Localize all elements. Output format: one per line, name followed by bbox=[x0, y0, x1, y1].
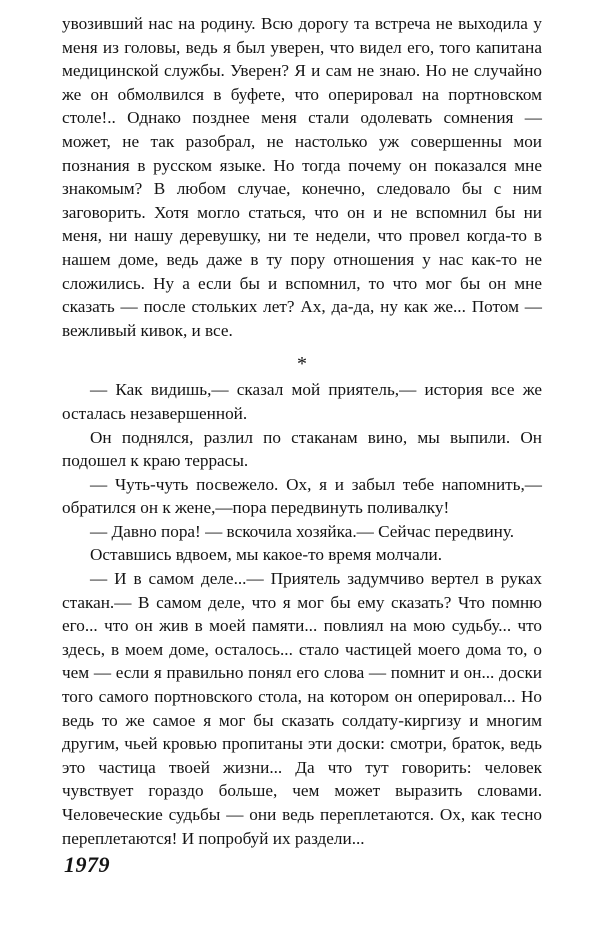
dialogue-paragraph: — Давно пора! — вскочила хозяйка.— Сейчас передвину. bbox=[90, 521, 515, 541]
section-separator: * bbox=[297, 353, 307, 376]
year-signature: 1979 bbox=[64, 852, 110, 877]
narration-paragraph: Оставшись вдвоем, мы какое-то время молчали. bbox=[90, 545, 443, 565]
narration-paragraph: Он поднялся, разлил по стаканам вино, мы выпили. Он подошел к краю террасы. bbox=[62, 427, 542, 471]
closing-paragraph: — И в самом деле...— Приятель задумчиво вертел в руках стакан.— В самом деле, что я мог бы ему сказать? Что помню его... что он жив в моей памяти... повлиял на мою судьбу... что здесь, в моем доме, осталось... стало частицей моего дома то, о чем — если я правильно понял его слова — помнит и он... доски того самого портновского стола, на котором он оперировал... Но ведь то же самое я мог бы сказать солдату-киргизу и многим другим, чьей кровью пропитаны эти доски: смотри, браток, ведь это частица твоей жизни... Да что тут говорить: человек чувствует гораздо больше, чем может выразить словами. Человеческие судьбы — они ведь переплетаются. Ох, как тесно переплетаются! И попробуй их раздели... bbox=[62, 569, 542, 848]
dialogue-paragraph: — Как видишь,— сказал мой приятель,— история все же осталась незавершенной. bbox=[62, 380, 542, 423]
dialogue-paragraph: — Чуть-чуть посвежело. Ох, я и забыл тебе напомнить,— обратился он к жене,—пора передвинуть поливалку! bbox=[62, 474, 542, 518]
page-body bbox=[62, 12, 542, 850]
opening-paragraph: увозивший нас на родину. Всю дорогу та встреча не выходила у меня из головы, ведь я был уверен, что видел его, того капитана медицинской службы. Уверен? Я и сам не знаю. Но не случайно же он обмолвился в буфете, что оперировал на портновском столе!.. Однако позднее меня стали одолевать сомнения — может, не так разобрал, не настолько уж совершенны мои познания в русском языке. Но тогда почему он показался мне знакомым? В любом случае, конечно, следовало бы с ним заговорить. Хотя могло статься, что он и не вспомнил бы ни меня, ни нашу деревушку, ни те недели, что провел когда-то в нашем доме, ведь даже в ту пору отношения у нас как-то не сложились. Ну а если бы и вспомнил, то что мог бы он мне сказать — после стольких лет? Ах, да-да, ну как же... Потом — вежливый кивок, и все. bbox=[62, 14, 542, 340]
